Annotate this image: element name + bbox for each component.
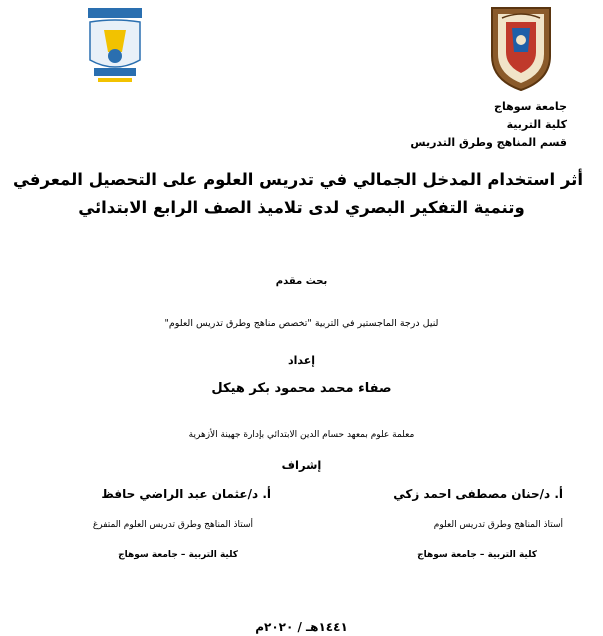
supervisor-2-affiliation: كلية التربية – جامعة سوهاج (118, 550, 238, 560)
thesis-title-line-1: أثر استخدام المدخل الجمالي في تدريس العلوم على التحصيل المعرفي (12, 170, 583, 189)
supervisor-2-title (101, 487, 271, 501)
supervisor-1-role: أستاذ المناهج وطرق تدريس العلوم (433, 520, 563, 530)
supervisor-1-name: حنان مصطفى احمد زكي (393, 487, 540, 501)
author-name: صفاء محمد محمود بكر هيكل (211, 381, 392, 396)
supervision-label: إشراف (281, 458, 322, 472)
preparation-label: إعداد (287, 354, 316, 367)
supervisor-1-affiliation: كلية التربية – جامعة سوهاج (417, 550, 537, 560)
faculty-logo (84, 4, 146, 86)
department-name: قسم المناهج وطرق التدريس (410, 136, 567, 149)
supervisor-1-prefix: أ. د/ (539, 487, 563, 501)
university-name: جامعة سوهاج (494, 100, 567, 113)
degree-statement: لنيل درجة الماجستير في التربية "تخصص مناهج وطرق تدريس العلوم" (164, 318, 439, 329)
date: ١٤٤١هـ / ٢٠٢٠م (255, 620, 348, 634)
supervisor-1-title (393, 487, 563, 501)
supervisor-2-prefix: أ. د/ (247, 487, 271, 501)
thesis-title-line-2: وتنمية التفكير البصري لدى تلاميذ الصف الرابع الابتدائي (78, 198, 525, 217)
supervisor-2-role: أستاذ المناهج وطرق تدريس العلوم المتفرغ (92, 520, 253, 530)
faculty-name: كلية التربية (506, 118, 567, 131)
university-logo (486, 4, 556, 92)
supervisor-2-name: عثمان عبد الراضي حافظ (101, 487, 248, 501)
author-position: معلمة علوم بمعهد حسام الدين الابتدائي بإدارة جهينة الأزهرية (188, 430, 415, 440)
research-label: بحث مقدم (275, 276, 328, 287)
